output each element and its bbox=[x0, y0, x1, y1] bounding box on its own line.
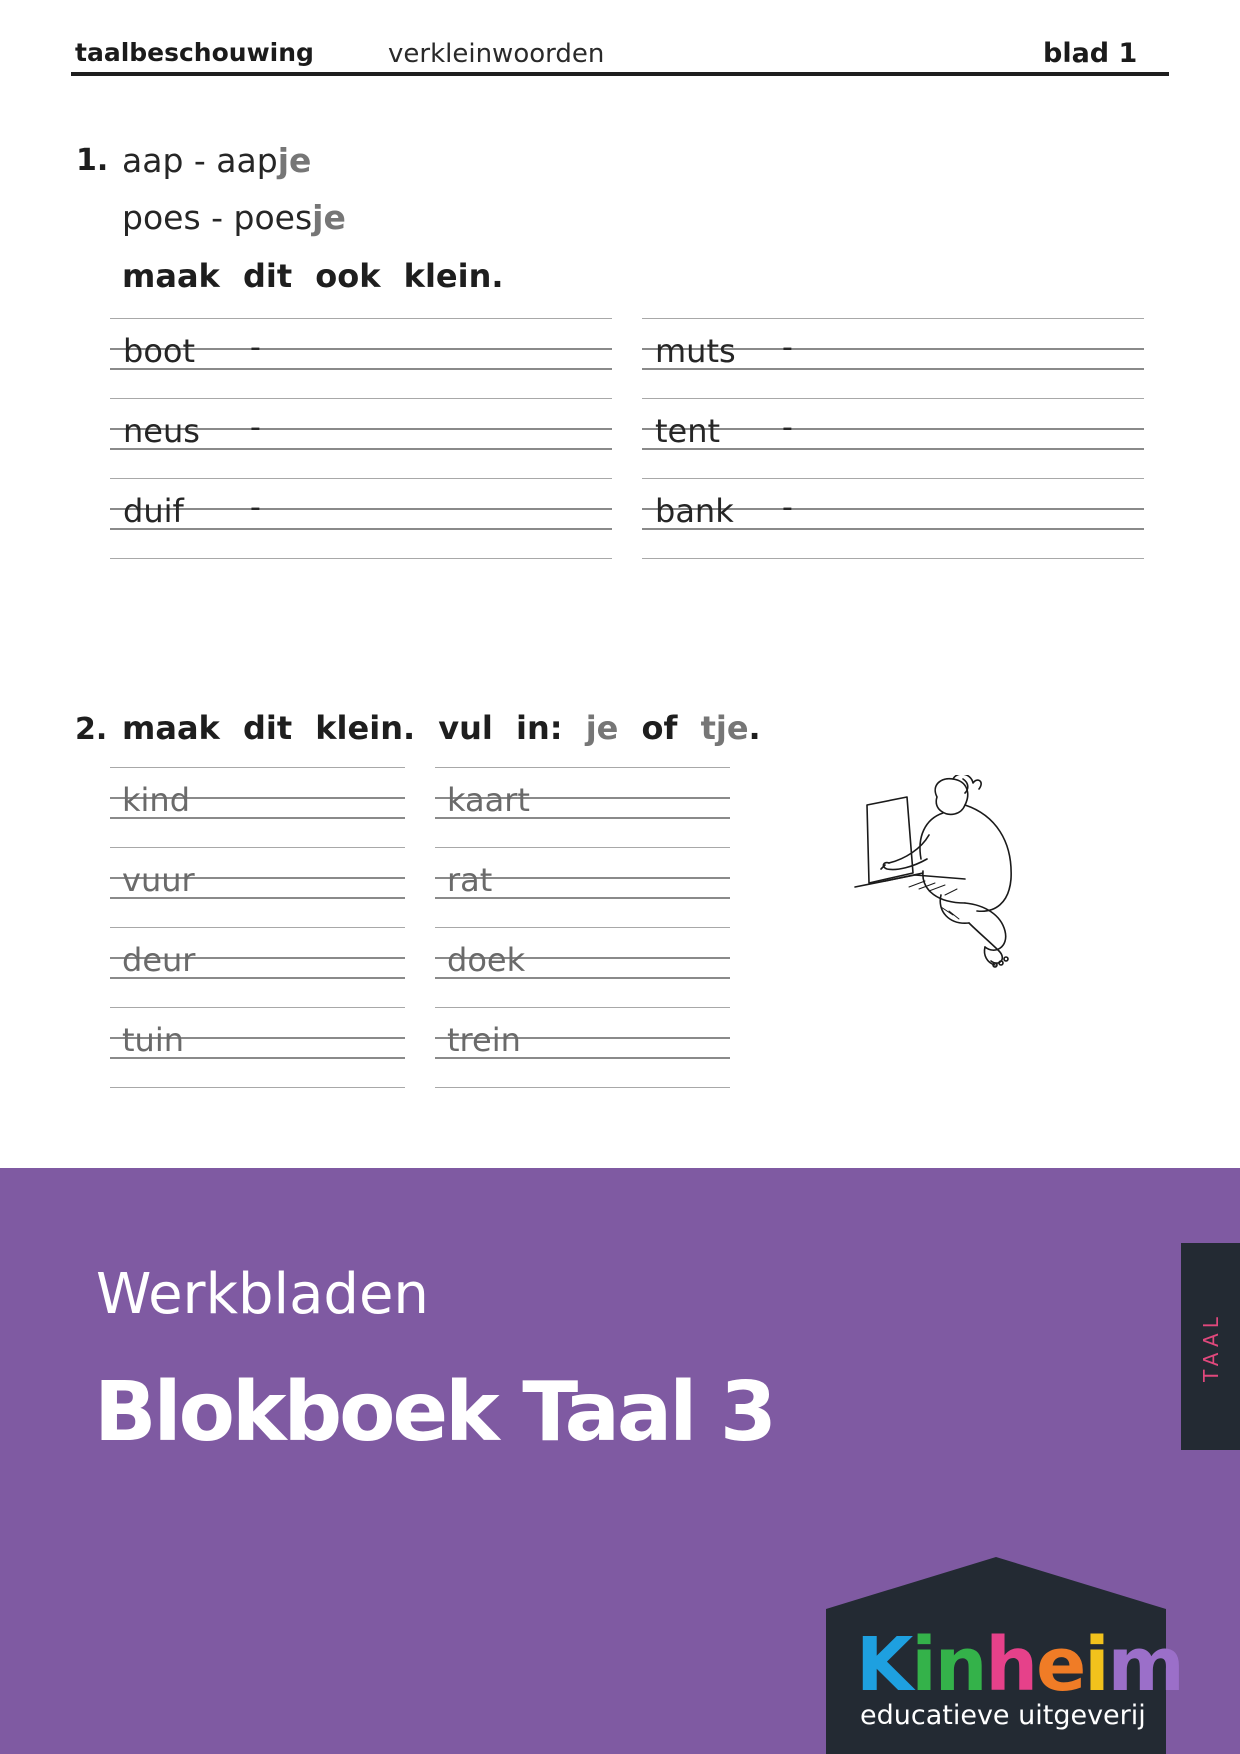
writing-line bbox=[110, 927, 405, 928]
word-dash: - bbox=[250, 330, 261, 365]
writing-line bbox=[110, 508, 612, 510]
word-dash: - bbox=[782, 490, 793, 525]
writing-line bbox=[110, 558, 612, 559]
writing-line bbox=[642, 398, 1144, 399]
header-subject: taalbeschouwing bbox=[75, 38, 314, 67]
writing-line bbox=[435, 847, 730, 848]
logo-letter: h bbox=[985, 1622, 1037, 1708]
example-stem: aap bbox=[216, 141, 278, 180]
side-tab-label: TAAL bbox=[1198, 1311, 1223, 1382]
header-rule bbox=[71, 72, 1169, 76]
word-dash: - bbox=[782, 330, 793, 365]
header-topic: verkleinwoorden bbox=[388, 39, 605, 69]
instruction-end: . bbox=[748, 709, 761, 747]
exercise-word: deur bbox=[122, 941, 196, 979]
option-je: je bbox=[585, 709, 619, 747]
logo-letter: n bbox=[934, 1622, 986, 1708]
logo-letter: i bbox=[1084, 1622, 1108, 1708]
instruction-text: maak dit klein. vul in: bbox=[122, 709, 563, 747]
exercise-word: trein bbox=[447, 1021, 521, 1059]
writing-line bbox=[110, 528, 612, 530]
cover-subtitle: Werkbladen bbox=[96, 1262, 429, 1327]
exercise-word: kind bbox=[122, 781, 191, 819]
exercise-word: duif bbox=[123, 492, 184, 530]
example-suffix: je bbox=[312, 198, 346, 237]
writing-line bbox=[435, 1087, 730, 1088]
exercise-word: rat bbox=[447, 861, 493, 899]
exercise-word: doek bbox=[447, 941, 526, 979]
exercise-1-example-2 bbox=[122, 198, 346, 237]
writing-line bbox=[642, 318, 1144, 319]
logo-letter: K bbox=[856, 1622, 912, 1708]
exercise-word: kaart bbox=[447, 781, 530, 819]
exercise-1-instruction: maak dit ook klein. bbox=[122, 257, 504, 295]
writing-line bbox=[110, 478, 612, 479]
logo-letter: e bbox=[1036, 1622, 1085, 1708]
word-dash: - bbox=[250, 410, 261, 445]
exercise-word: vuur bbox=[122, 861, 195, 899]
exercise-word: neus bbox=[123, 412, 200, 450]
writing-line bbox=[435, 767, 730, 768]
word-dash: - bbox=[782, 410, 793, 445]
option-tje: tje bbox=[700, 709, 749, 747]
example-separator: - bbox=[200, 198, 234, 237]
exercise-word: muts bbox=[655, 332, 736, 370]
exercise-2-number: 2. bbox=[75, 712, 108, 747]
writing-line bbox=[435, 927, 730, 928]
side-tab bbox=[1181, 1243, 1240, 1450]
example-separator: - bbox=[183, 141, 217, 180]
instruction-or: of bbox=[641, 709, 678, 747]
writing-line bbox=[110, 847, 405, 848]
writing-line bbox=[110, 398, 612, 399]
logo-letter: i bbox=[911, 1622, 935, 1708]
exercise-2-instruction bbox=[122, 709, 761, 747]
writing-line bbox=[642, 478, 1144, 479]
child-drawing-illustration bbox=[845, 775, 1045, 995]
writing-line bbox=[435, 1007, 730, 1008]
writing-line bbox=[110, 1007, 405, 1008]
exercise-word: tent bbox=[655, 412, 721, 450]
example-suffix: je bbox=[277, 141, 312, 180]
publisher-tagline: educatieve uitgeverij bbox=[860, 1700, 1146, 1731]
writing-line bbox=[110, 318, 612, 319]
writing-line bbox=[110, 767, 405, 768]
example-stem: poes bbox=[233, 198, 313, 237]
exercise-word: bank bbox=[655, 492, 734, 530]
word-dash: - bbox=[250, 490, 261, 525]
example-base: aap bbox=[122, 141, 184, 180]
exercise-word: boot bbox=[123, 332, 196, 370]
exercise-1-number: 1. bbox=[76, 143, 109, 178]
publisher-logo-wordmark bbox=[856, 1622, 1183, 1708]
exercise-1-example-1 bbox=[122, 141, 311, 180]
logo-letter: m bbox=[1107, 1622, 1183, 1708]
writing-line bbox=[642, 558, 1144, 559]
cover-title: Blokboek Taal 3 bbox=[94, 1365, 774, 1460]
writing-line bbox=[110, 1087, 405, 1088]
header-sheet-number: blad 1 bbox=[1043, 38, 1138, 69]
exercise-word: tuin bbox=[122, 1021, 184, 1059]
example-base: poes bbox=[122, 198, 201, 237]
